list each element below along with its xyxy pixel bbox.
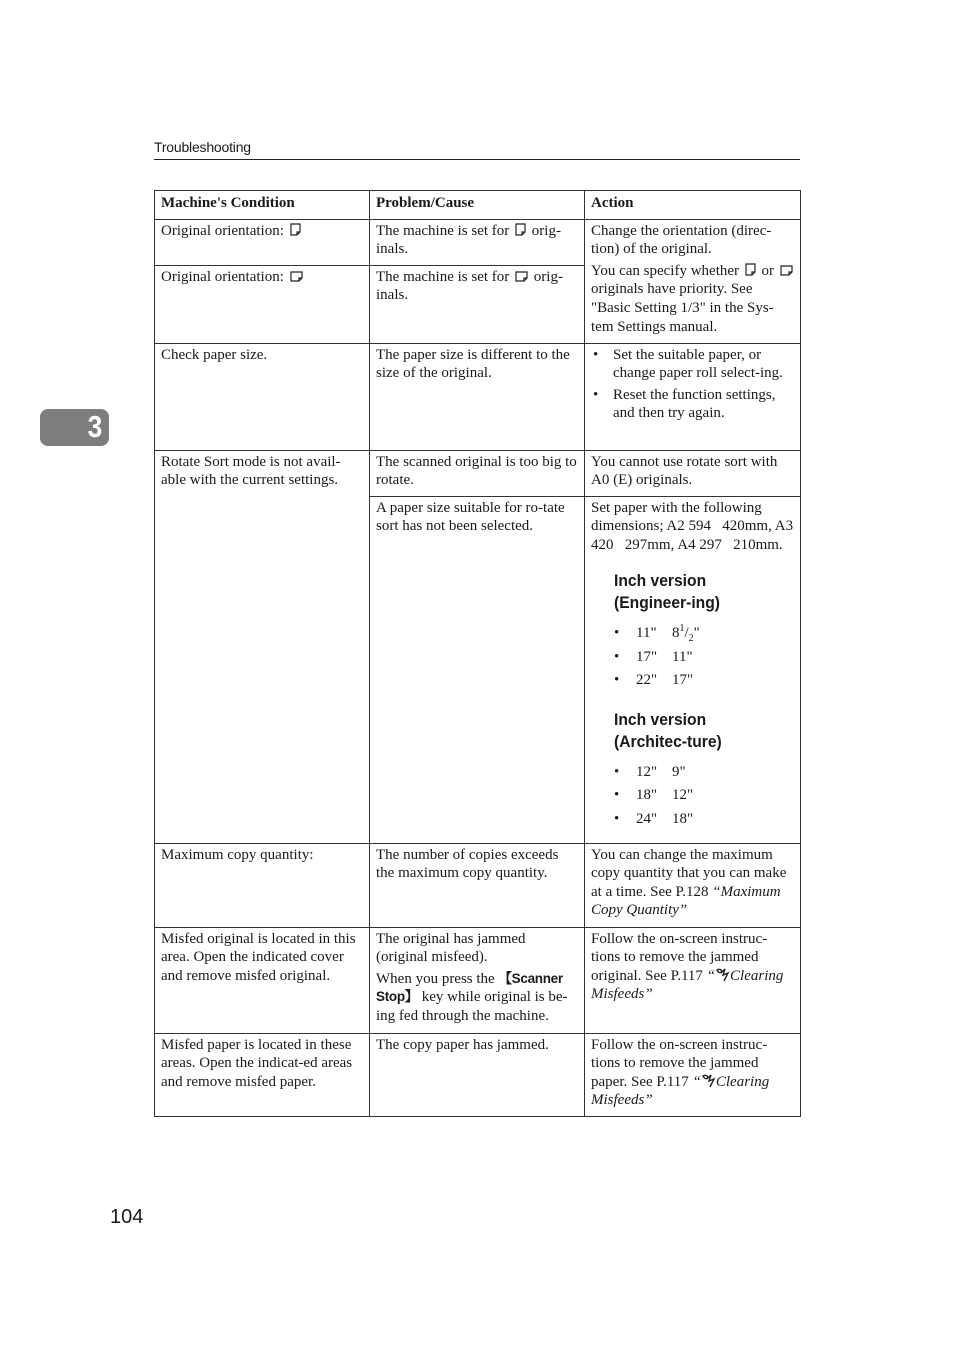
list-item: • Set the suitable paper, or change paper roll select-ing. bbox=[591, 346, 795, 383]
condition-cell: Maximum copy quantity: bbox=[155, 843, 370, 927]
problem-cell: The copy paper has jammed. bbox=[370, 1033, 585, 1116]
problem-cell: A paper size suitable for ro-tate sort has not been selected. bbox=[370, 496, 585, 843]
table-row bbox=[155, 219, 801, 265]
list-item: • 12" 9" bbox=[614, 761, 795, 785]
list-item: • Reset the function settings, and then try again. bbox=[591, 386, 795, 423]
problem-cell: The number of copies exceeds the maximum copy quantity. bbox=[370, 843, 585, 927]
table-row bbox=[155, 343, 801, 450]
column-header: Problem/Cause bbox=[370, 191, 585, 220]
problem-cell: The original has jammed (original misfeed). When you press the 【Scanner Stop】 key while original is be-ing fed through the machine. bbox=[370, 927, 585, 1033]
chapter-tab bbox=[40, 409, 109, 446]
action-cell: You cannot use rotate sort with A0 (E) originals. bbox=[585, 450, 801, 496]
action-cell: You can change the maximum copy quantity that you can make at a time. See P.128 “Maximum Copy Quantity” bbox=[585, 843, 801, 927]
header-rule bbox=[154, 159, 800, 160]
list-item: • 17" 11" bbox=[614, 646, 795, 670]
table-row bbox=[155, 927, 801, 1033]
list-item: • 11" $8^1/_2$" bbox=[614, 622, 795, 646]
condition-cell: Misfed original is located in this area. Open the indicated cover and remove misfed original. bbox=[155, 927, 370, 1033]
table-header-row bbox=[155, 191, 801, 220]
table-row bbox=[155, 450, 801, 496]
action-cell: Set paper with the following dimensions; A2 594 420mm, A3 420 297mm, A4 297 210mm. Inch version (Engineer-ing) • 11" $8^1/_2$" • 17" 11" • 22" 17" Inch version (Architec-ture) • 12" 9" • 18" 12" • 24" 18" bbox=[585, 496, 801, 843]
engineering-sizes bbox=[614, 622, 795, 693]
architecture-heading: Inch version (Architec-ture) bbox=[614, 709, 722, 751]
column-header: Machine's Condition bbox=[155, 191, 370, 220]
problem-cell: The scanned original is too big to rotate. bbox=[370, 450, 585, 496]
action-cell: Follow the on-screen instruc-tions to remove the jammed original. See P.117 “ Clearing Misfeeds” bbox=[585, 927, 801, 1033]
landscape-original-icon bbox=[290, 271, 303, 282]
action-cell: Change the orientation (direc-tion) of the original. You can specify whether or originals have priority. See "Basic Setting 1/3" in the Sys-tem Settings manual. bbox=[585, 219, 801, 343]
engineering-heading: Inch version (Engineer-ing) bbox=[614, 571, 721, 613]
action-cell bbox=[585, 343, 801, 450]
landscape-original-icon bbox=[515, 271, 528, 282]
problem-cell: The machine is set for orig-inals. bbox=[370, 265, 585, 343]
architecture-sizes bbox=[614, 761, 795, 832]
page-number: 104 bbox=[110, 1206, 144, 1228]
scanner-stop-key-label: 【Scanner Stop】 bbox=[376, 970, 563, 1005]
column-header: Action bbox=[585, 191, 801, 220]
problem-cell: The machine is set for orig-inals. bbox=[370, 219, 585, 265]
misfeed-icon bbox=[715, 968, 730, 982]
condition-cell: Misfed paper is located in these areas. Open the indicat-ed areas and remove misfed paper. bbox=[155, 1033, 370, 1116]
misfeed-icon bbox=[701, 1074, 716, 1088]
chapter-number: 3 bbox=[87, 409, 102, 444]
problem-cell: The paper size is different to the size of the original. bbox=[370, 343, 585, 450]
running-header: Troubleshooting bbox=[154, 139, 251, 155]
condition-cell: Original orientation: bbox=[155, 219, 370, 265]
list-item: • 24" 18" bbox=[614, 808, 795, 832]
table-row bbox=[155, 1033, 801, 1116]
table-row bbox=[155, 843, 801, 927]
portrait-original-icon bbox=[745, 263, 756, 276]
condition-cell: Check paper size. bbox=[155, 343, 370, 450]
list-item: • 18" 12" bbox=[614, 784, 795, 808]
condition-cell: Rotate Sort mode is not avail-able with the current settings. bbox=[155, 450, 370, 843]
portrait-original-icon bbox=[515, 223, 526, 236]
list-item: • 22" 17" bbox=[614, 669, 795, 693]
portrait-original-icon bbox=[290, 223, 301, 236]
landscape-original-icon bbox=[780, 265, 793, 276]
condition-cell: Original orientation: bbox=[155, 265, 370, 343]
action-cell: Follow the on-screen instruc-tions to remove the jammed paper. See P.117 “ Clearing Misfeeds” bbox=[585, 1033, 801, 1116]
troubleshooting-table bbox=[154, 190, 801, 1117]
